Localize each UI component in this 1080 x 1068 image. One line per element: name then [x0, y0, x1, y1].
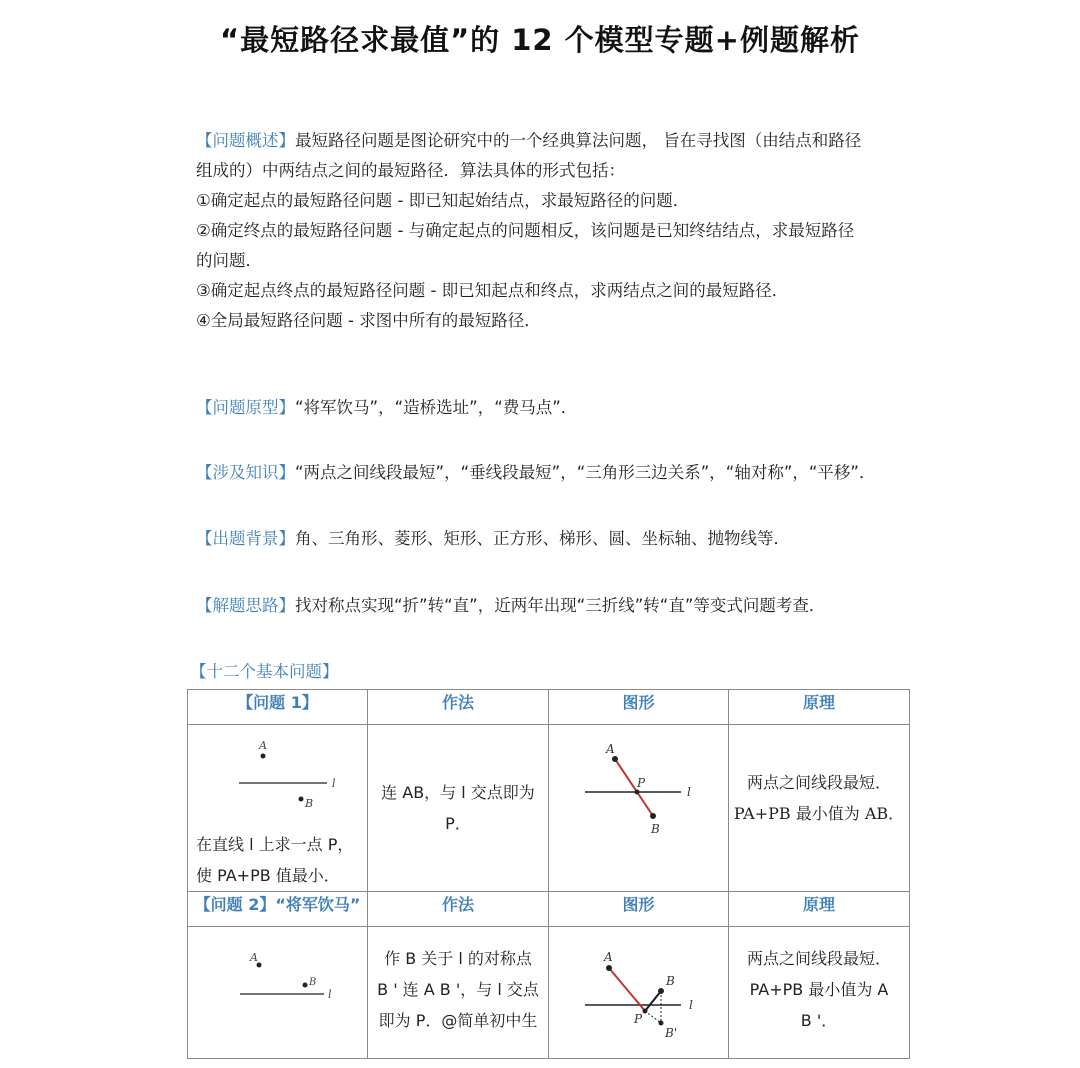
label-l: l — [332, 777, 336, 790]
p2-label-a: A — [250, 951, 258, 964]
problem-1-method: 连 AB，与 l 交点即为 P． — [368, 725, 549, 892]
overview-line-4: ②确定终点的最短路径问题 - 与确定起点的问题相反，该问题是已知终结结点，求最短路径 — [196, 221, 855, 240]
fig2-label-p: P — [634, 1012, 643, 1026]
figure-header-2: 图形 — [549, 892, 729, 927]
table-row — [188, 725, 910, 892]
fig2-label-l: l — [689, 998, 693, 1012]
problems-table — [187, 689, 910, 1059]
fig2-label-b-prime: B' — [665, 1026, 678, 1040]
fig2-label-a: A — [604, 950, 613, 964]
problem-1-desc-1: 在直线 l 上求一点 P， — [196, 835, 354, 854]
approach-tag: 【解题思路】 — [196, 596, 295, 615]
fig1-label-a: A — [606, 742, 615, 756]
overview-line-5: 的问题． — [196, 251, 262, 270]
problem-1-diagram — [549, 725, 727, 891]
principle-header: 原理 — [729, 690, 910, 725]
problem-2-header: 【问题 2】“将军饮马” — [188, 892, 368, 927]
problem-1-header: 【问题 1】 — [188, 690, 368, 725]
problem-2-method: 作 B 关于 l 的对称点 B ' 连 A B '，与 l 交点 即为 P．@简单初中生 — [368, 927, 549, 1059]
overview-line-1: 【问题概述】最短路径问题是图论研究中的一个经典算法问题， 旨在寻找图（由结点和路径 — [196, 131, 862, 150]
problem-2-diagram — [549, 927, 727, 1057]
overview-line-3: ①确定起点的最短路径问题 - 即已知起始结点，求最短路径的问题． — [196, 191, 690, 210]
table-header-row-1 — [188, 690, 910, 725]
label-a: A — [259, 739, 267, 752]
principle-header-2: 原理 — [729, 892, 910, 927]
problem-2-principle: 两点之间线段最短． PA+PB 最小值为 A B '． — [729, 927, 910, 1059]
knowledge-section: 【涉及知识】“两点之间线段最短”，“垂线段最短”，“三角形三边关系”，“轴对称”，“平移”． — [196, 463, 876, 482]
problem-2-cell — [188, 927, 368, 1059]
table-header-row-2 — [188, 892, 910, 927]
method-header: 作法 — [368, 690, 549, 725]
overview-section — [196, 126, 916, 336]
problem-1-principle: 两点之间线段最短． PA+PB 最小值为 AB． — [729, 725, 910, 892]
overview-tag: 【问题概述】 — [196, 131, 295, 150]
prototype-section: 【问题原型】“将军饮马”，“造桥选址”，“费马点”． — [196, 398, 578, 417]
background-tag: 【出题背景】 — [196, 529, 295, 548]
fig1-label-b: B — [651, 822, 660, 836]
prototype-tag: 【问题原型】 — [196, 398, 295, 417]
problem-2-figure — [549, 927, 729, 1059]
problem-1-sketch — [188, 725, 366, 829]
problem-1-cell — [188, 725, 368, 892]
problem-1-figure — [549, 725, 729, 892]
table-row — [188, 927, 910, 1059]
fig1-label-l: l — [687, 785, 691, 799]
basics-tag: 【十二个基本问题】 — [190, 662, 339, 681]
fig2-label-b: B — [666, 974, 675, 988]
p2-label-b: B — [309, 977, 317, 988]
method-header-2: 作法 — [368, 892, 549, 927]
overview-line-2: 组成的）中两结点之间的最短路径．算法具体的形式包括： — [196, 161, 625, 180]
label-b: B — [305, 797, 314, 810]
overview-line-7: ④全局最短路径问题 - 求图中所有的最短路径． — [196, 311, 541, 330]
overview-line-6: ③确定起点终点的最短路径问题 - 即已知起点和终点，求两结点之间的最短路径． — [196, 281, 789, 300]
background-section: 【出题背景】角、三角形、菱形、矩形、正方形、梯形、圆、坐标轴、抛物线等． — [196, 529, 790, 548]
figure-header: 图形 — [549, 690, 729, 725]
problem-2-sketch — [188, 927, 366, 1057]
knowledge-tag: 【涉及知识】 — [196, 463, 295, 482]
problem-1-desc-2: 使 PA+PB 值最小． — [196, 866, 340, 885]
approach-section: 【解题思路】找对称点实现“折”转“直”，近两年出现“三折线”转“直”等变式问题考查． — [196, 596, 826, 615]
page-title: “最短路径求最值”的 12 个模型专题+例题解析 — [220, 23, 860, 57]
fig1-label-p: P — [637, 776, 646, 790]
p2-label-l: l — [328, 988, 332, 1001]
